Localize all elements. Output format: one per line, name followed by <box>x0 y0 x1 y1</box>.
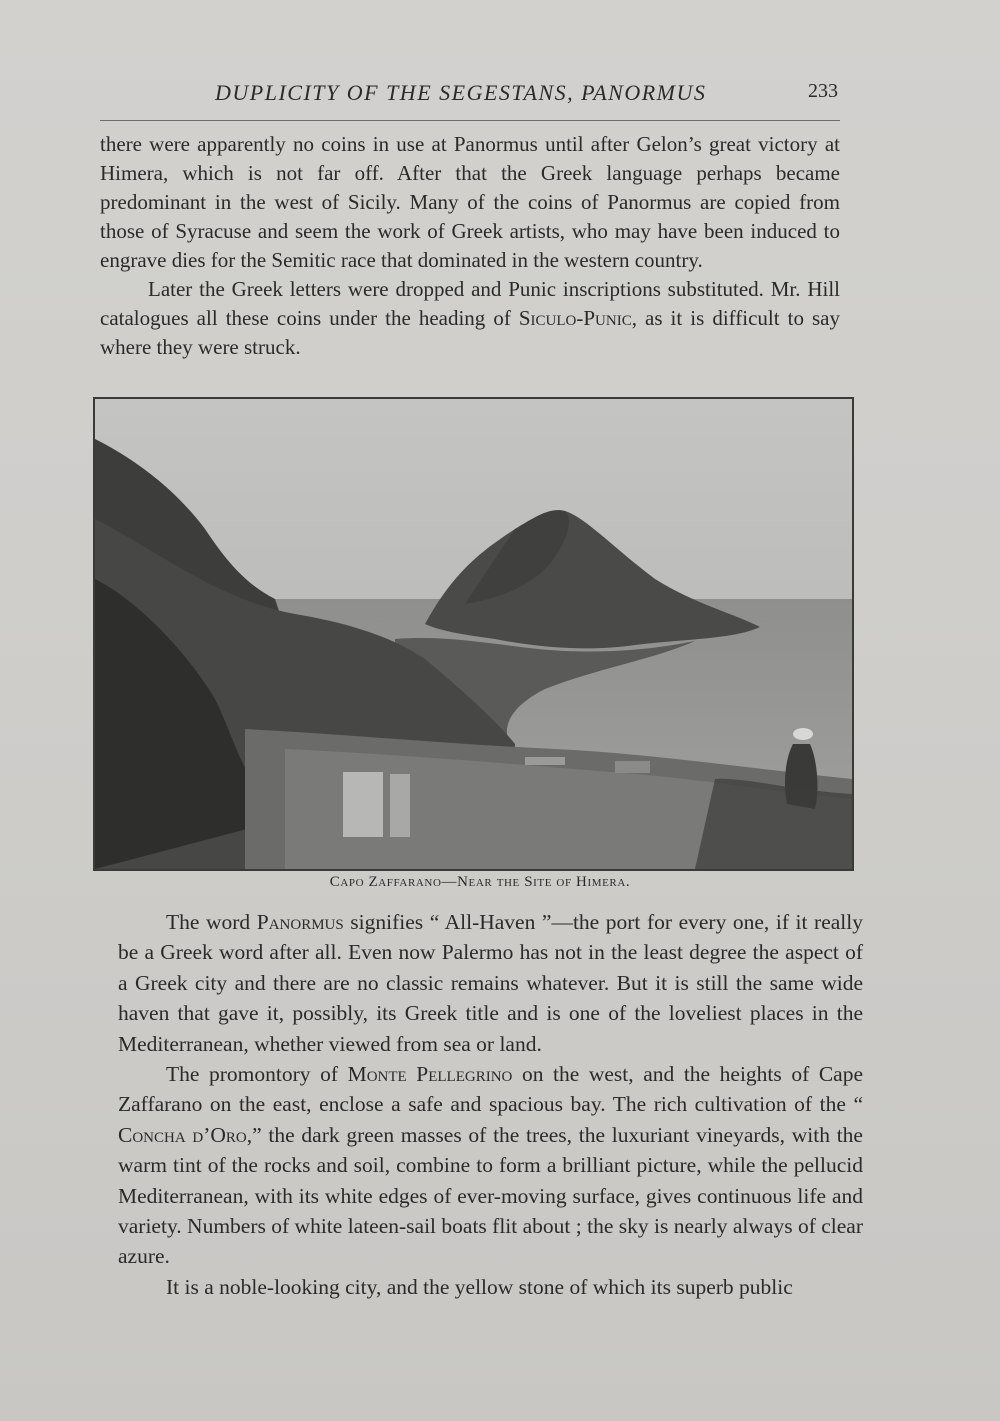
running-title: DUPLICITY OF THE SEGESTANS, PANORMUS <box>215 80 707 105</box>
header-rule <box>100 120 840 121</box>
small-caps-term: Monte Pellegrino <box>347 1062 513 1087</box>
paragraph: there were apparently no coins in use at Panormus until after Gelon’s great victory at Himera, which is not far off. After that the Greek language perhaps became predominant in the west of Sicily. Many of the coins of Panormus are copied from those of Syracuse and seem the work of Greek artists, who may have been induced to engrave dies for the Semitic race that dominated in the western country. <box>100 132 840 272</box>
text-block-bottom <box>118 907 863 1302</box>
small-caps-term: Siculo-Punic <box>518 306 632 330</box>
landscape-photo-illustration <box>95 399 852 869</box>
page-number: 233 <box>808 80 838 102</box>
figure-caption: Capo Zaffarano—Near the Site of Himera. <box>329 874 631 890</box>
photograph <box>93 397 854 871</box>
text-run: , as it is difficult to say where they were struck. <box>100 306 841 359</box>
paragraph: It is a noble-looking city, and the yellow stone of which its superb public <box>166 1274 793 1299</box>
text-run: on the west, and the heights of Cape Zaffarano on the east, enclose a safe and spacious bay. The rich cultivation of the “ <box>118 1062 863 1117</box>
small-caps-term: Panormus <box>256 910 344 934</box>
paragraph <box>118 907 863 1059</box>
text-run: The promontory of <box>166 1062 348 1087</box>
small-caps-term: Concha d’Oro <box>118 1122 247 1147</box>
paragraph <box>118 1059 863 1272</box>
text-run: Later the Greek letters were dropped and Punic inscriptions substituted. Mr. Hill catalogues all these coins under the heading of <box>100 277 840 330</box>
text-run: signifies “ All-Haven ”—the port for every one, if it really be a Greek word after all. Even now Palermo has not in the least degree the aspect of a Greek city and there are no classic remains whatever. But it is still the same wide haven that gave it, possibly, its Greek title and is one of the loveliest places in the Mediterranean, whether viewed from sea or land. <box>118 910 863 1056</box>
text-block-top <box>100 130 840 362</box>
running-head <box>100 78 840 114</box>
text-run: ,” the dark green masses of the trees, the luxuriant vineyards, with the warm tint of the rocks and soil, combine to form a brilliant picture, while the pellucid Mediterranean, with its white edges of ever-moving surface, gives continuous life and variety. Numbers of white lateen-sail boats flit about ; the sky is nearly always of clear azure. <box>118 1122 863 1269</box>
paragraph <box>100 275 840 362</box>
text-run: The word <box>166 910 257 934</box>
